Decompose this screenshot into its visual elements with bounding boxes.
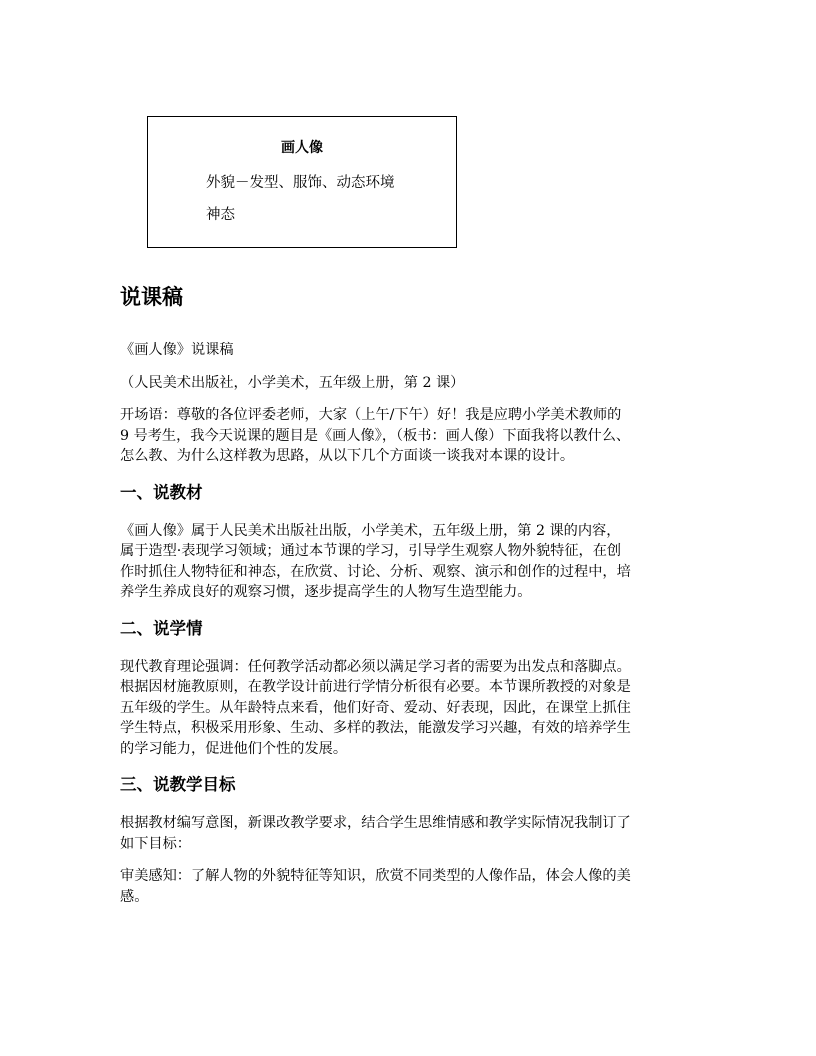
lesson-subtitle: 《画人像》说课稿 — [120, 342, 234, 358]
document-body — [120, 282, 705, 919]
section-heading-objectives: 三、说教学目标 — [120, 775, 236, 794]
section-heading-textbook: 一、说教材 — [120, 482, 203, 502]
board-title: 画人像 — [281, 140, 323, 156]
board-line-appearance: 外貌－发型、服饰、动态环境 — [206, 175, 395, 191]
section-paragraph: 现代教育理论强调：任何教学活动都必须以满足学习者的需要为出发点和落脚点。 根据因材施教原则，在教学设计前进行学情分析很有必要。本节课所教授的对象是 五年级的学生。从年龄特点来看，他们好奇、爱动、好表现，因此，在课堂上抓住 学生特点，积极采用形象、生动、多样的教法，能激发学习兴趣，有效的培养学生 的学习能力，促进他们个性的发展。 — [120, 658, 631, 757]
blackboard-design-box — [147, 116, 457, 248]
section-heading-students: 二、说学情 — [120, 618, 203, 638]
section-paragraph: 审美感知：了解人物的外貌特征等知识，欣赏不同类型的人像作品，体会人像的美 感。 — [120, 868, 631, 905]
opening-paragraph: 开场语：尊敬的各位评委老师，大家（上午/下午）好！我是应聘小学美术教师的 9 号考生，我今天说课的题目是《画人像》，（板书：画人像）下面我将以教什么、 怎么教、为什么这样教为思路，从以下几个方面谈一谈我对本课的设计。 — [120, 407, 631, 464]
board-line-expression: 神态 — [206, 207, 235, 223]
section-paragraph: 《画人像》属于人民美术出版社出版，小学美术，五年级上册，第 2 课的内容， 属于造型·表现学习领域；通过本节课的学习，引导学生观察人物外貌特征，在创 作时抓住人物特征和神态，在欣赏、讨论、分析、观察、演示和创作的过程中，培 养学生养成良好的观察习惯，逐步提高学生的人物写生造型能力。 — [120, 522, 631, 600]
lesson-source: （人民美术出版社，小学美术，五年级上册，第 2 课） — [120, 374, 465, 391]
section-paragraph: 根据教材编写意图，新课改教学要求，结合学生思维情感和教学实际情况我制订了 如下目标： — [120, 815, 631, 852]
document-title: 说课稿 — [120, 285, 183, 309]
